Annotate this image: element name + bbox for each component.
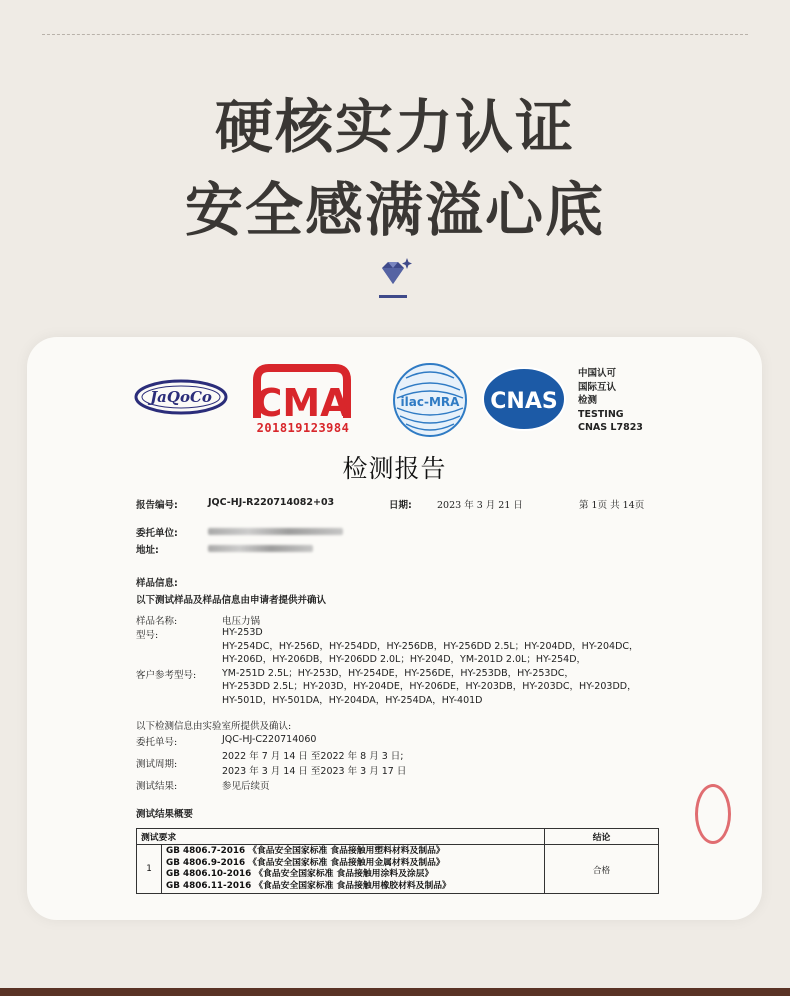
- svg-text:JaQoCo: JaQoCo: [150, 388, 212, 406]
- order-no-label: 委托单号:: [136, 737, 178, 748]
- reference-model-line: HY-253DD 2.5L；HY-203D，HY-204DE，HY-206DE，HY-203DB，HY-203DC，HY-203DD，: [222, 681, 637, 693]
- client-label: 委托单位:: [136, 528, 178, 539]
- report-title: 检测报告: [342, 454, 447, 483]
- svg-text:CNAS: CNAS: [490, 389, 558, 414]
- reference-model-line: HY-254DC，HY-256D，HY-254DD，HY-256DB，HY-256DD 2.5L；HY-204DD，HY-204DC，: [222, 641, 639, 652]
- test-report-document: [27, 337, 762, 920]
- header-conclusion: 结论: [545, 829, 659, 845]
- cnas-caption-line: 国际互认: [578, 381, 617, 393]
- table-row: [137, 845, 659, 894]
- standard-line: GB 4806.7-2016 《食品安全国家标准 食品接触用塑料材料及制品》: [166, 846, 445, 856]
- table-header-row: [137, 829, 659, 845]
- sample-note: 以下测试样品及样品信息由申请者提供并确认: [136, 595, 327, 606]
- standards-cell: [162, 845, 545, 894]
- reference-model-line: YM-251D 2.5L；HY-253D，HY-254DE，HY-256DE，HY-253DB，HY-253DC，: [222, 667, 574, 679]
- sample-info-label: 样品信息:: [136, 578, 178, 589]
- reference-models: [222, 640, 662, 707]
- date-label: 日期:: [389, 500, 412, 511]
- test-period-1: 2022 年 7 月 14 日 至2022 年 8 月 3 日;: [222, 751, 404, 762]
- conclusion-cell: 合格: [545, 845, 659, 894]
- cnas-caption-line: 中国认可: [578, 368, 617, 379]
- certificate-card: [27, 337, 762, 920]
- summary-label: 测试结果概要: [136, 809, 194, 820]
- address-label: 地址:: [136, 545, 159, 556]
- report-no-value: JQC-HJ-R220714082+03: [208, 497, 335, 508]
- test-result-label: 测试结果:: [136, 781, 178, 792]
- cnas-caption-line: CNAS L7823: [578, 422, 643, 433]
- order-no-value: JQC-HJ-C220714060: [222, 734, 317, 745]
- test-result-value: 参见后续页: [222, 781, 270, 792]
- row-number: 1: [137, 845, 162, 894]
- reference-model-line: HY-206D，HY-206DB，HY-206DD 2.0L；HY-204D，YM-201D 2.0L；HY-254D，: [222, 654, 587, 666]
- page-indicator: 第 1页 共 14页: [579, 500, 645, 511]
- results-table: [136, 828, 659, 894]
- cma-certificate-number: 201819123984: [256, 421, 350, 435]
- cnas-logo: [481, 366, 567, 432]
- reference-model-label: 客户参考型号:: [136, 670, 197, 681]
- svg-text:ilac-MRA: ilac-MRA: [400, 395, 460, 409]
- reference-model-line: HY-501D，HY-501DA，HY-204DA，HY-254DA，HY-401D: [222, 694, 483, 706]
- headline-line-2: 安全感满溢心底: [184, 176, 605, 244]
- jaqoco-logo: [133, 377, 229, 417]
- diamond-icon: [376, 256, 416, 300]
- model-label: 型号:: [136, 630, 159, 641]
- date-value: 2023 年 3 月 21 日: [437, 500, 523, 511]
- cnas-caption-line: TESTING: [578, 408, 624, 420]
- svg-text:CMA: CMA: [254, 381, 350, 425]
- sample-name-label: 样品名称:: [136, 616, 178, 627]
- address-value-blurred: [208, 545, 313, 552]
- cnas-caption-line: 检测: [578, 395, 598, 406]
- standard-line: GB 4806.11-2016 《食品安全国家标准 食品接触用橡胶材料及制品》: [166, 880, 451, 891]
- cnas-caption: [578, 367, 643, 435]
- client-value-blurred: [208, 528, 343, 535]
- lab-note: 以下检测信息由实验室所提供及确认:: [136, 721, 292, 732]
- standard-line: GB 4806.9-2016 《食品安全国家标准 食品接触用金属材料及制品》: [166, 857, 445, 868]
- standard-line: GB 4806.10-2016 《食品安全国家标准 食品接触用涂料及涂层》: [166, 869, 434, 879]
- report-no-label: 报告编号:: [136, 500, 178, 511]
- top-dashed-divider: [42, 34, 748, 35]
- sample-name-value: 电压力锅: [222, 616, 261, 627]
- model-value: HY-253D: [222, 627, 263, 638]
- bottom-brown-bar: [0, 988, 790, 996]
- diamond-underline: [379, 295, 407, 298]
- red-seal: [695, 784, 731, 844]
- test-period-2: 2023 年 3 月 14 日 至2023 年 3 月 17 日: [222, 766, 407, 777]
- headline-line-1: 硬核实力认证: [214, 93, 575, 161]
- test-period-label: 测试周期:: [136, 759, 178, 770]
- header-test-requirement: 测试要求: [137, 829, 545, 845]
- ilac-mra-logo: [392, 362, 468, 438]
